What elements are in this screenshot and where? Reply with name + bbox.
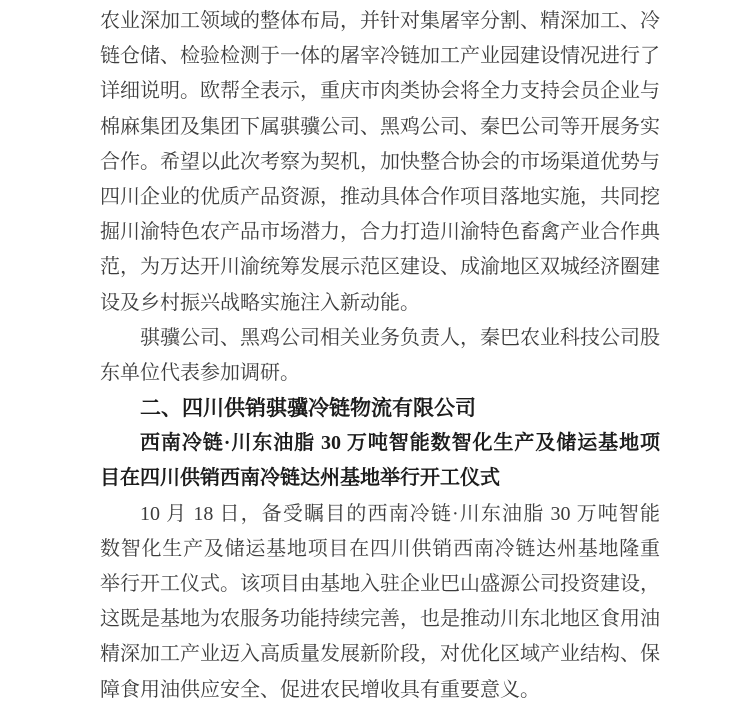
text-line: 目在四川供销西南冷链达州基地举行开工仪式 — [100, 467, 500, 490]
text-line: 棉麻集团及集团下属骐骥公司、黑鸡公司、秦巴公司等开展务实 — [100, 115, 660, 138]
text-line: 范，为万达开川渝统筹发展示范区建设、成渝地区双城经济圈建 — [100, 256, 660, 279]
text-line: 合作。希望以此次考察为契机，加快整合协会的市场渠道优势与 — [100, 150, 660, 173]
text-line: 农业深加工领域的整体布局，并针对集屠宰分割、精深加工、冷 — [100, 10, 660, 32]
paragraph-2 — [100, 321, 660, 391]
text-line: 设及乡村振兴战略实施注入新动能。 — [100, 291, 420, 314]
paragraph-4 — [100, 426, 660, 496]
text-line: 四川企业的优质产品资源，推动具体合作项目落地实施，共同挖 — [100, 185, 660, 208]
text-line: 举行开工仪式。该项目由基地入驻企业巴山盛源公司投资建设， — [100, 573, 660, 595]
document-text-block — [100, 4, 660, 708]
text-line: 精深加工产业迈入高质量发展新阶段，对优化区域产业结构、保 — [100, 643, 660, 666]
text-line: 这既是基地为农服务功能持续完善，也是推动川东北地区食用油 — [100, 608, 660, 631]
text-line: 详细说明。欧帮全表示，重庆市肉类协会将全力支持会员企业与 — [100, 80, 660, 103]
text-line: 东单位代表参加调研。 — [100, 361, 300, 384]
text-line: 二、四川供销骐骥冷链物流有限公司 — [140, 397, 476, 421]
text-line: 障食用油供应安全、促进农民增收具有重要意义。 — [100, 678, 540, 701]
paragraph-5 — [100, 497, 660, 708]
paragraph-3 — [100, 391, 660, 426]
text-line: 10 月 18 日，备受瞩目的西南冷链·川东油脂 30 万吨智能 — [140, 502, 660, 525]
paragraph-1 — [100, 4, 660, 321]
text-line: 掘川渝特色农产品市场潜力，合力打造川渝特色畜禽产业合作典 — [100, 221, 660, 244]
text-line: 数智化生产及储运基地项目在四川供销西南冷链达州基地隆重 — [100, 537, 660, 560]
text-line: 骐骥公司、黑鸡公司相关业务负责人，秦巴农业科技公司股 — [140, 326, 660, 349]
text-line: 西南冷链·川东油脂 30 万吨智能数智化生产及储运基地项 — [140, 432, 660, 455]
text-line: 链仓储、检验检测于一体的屠宰冷链加工产业园建设情况进行了 — [100, 45, 660, 68]
